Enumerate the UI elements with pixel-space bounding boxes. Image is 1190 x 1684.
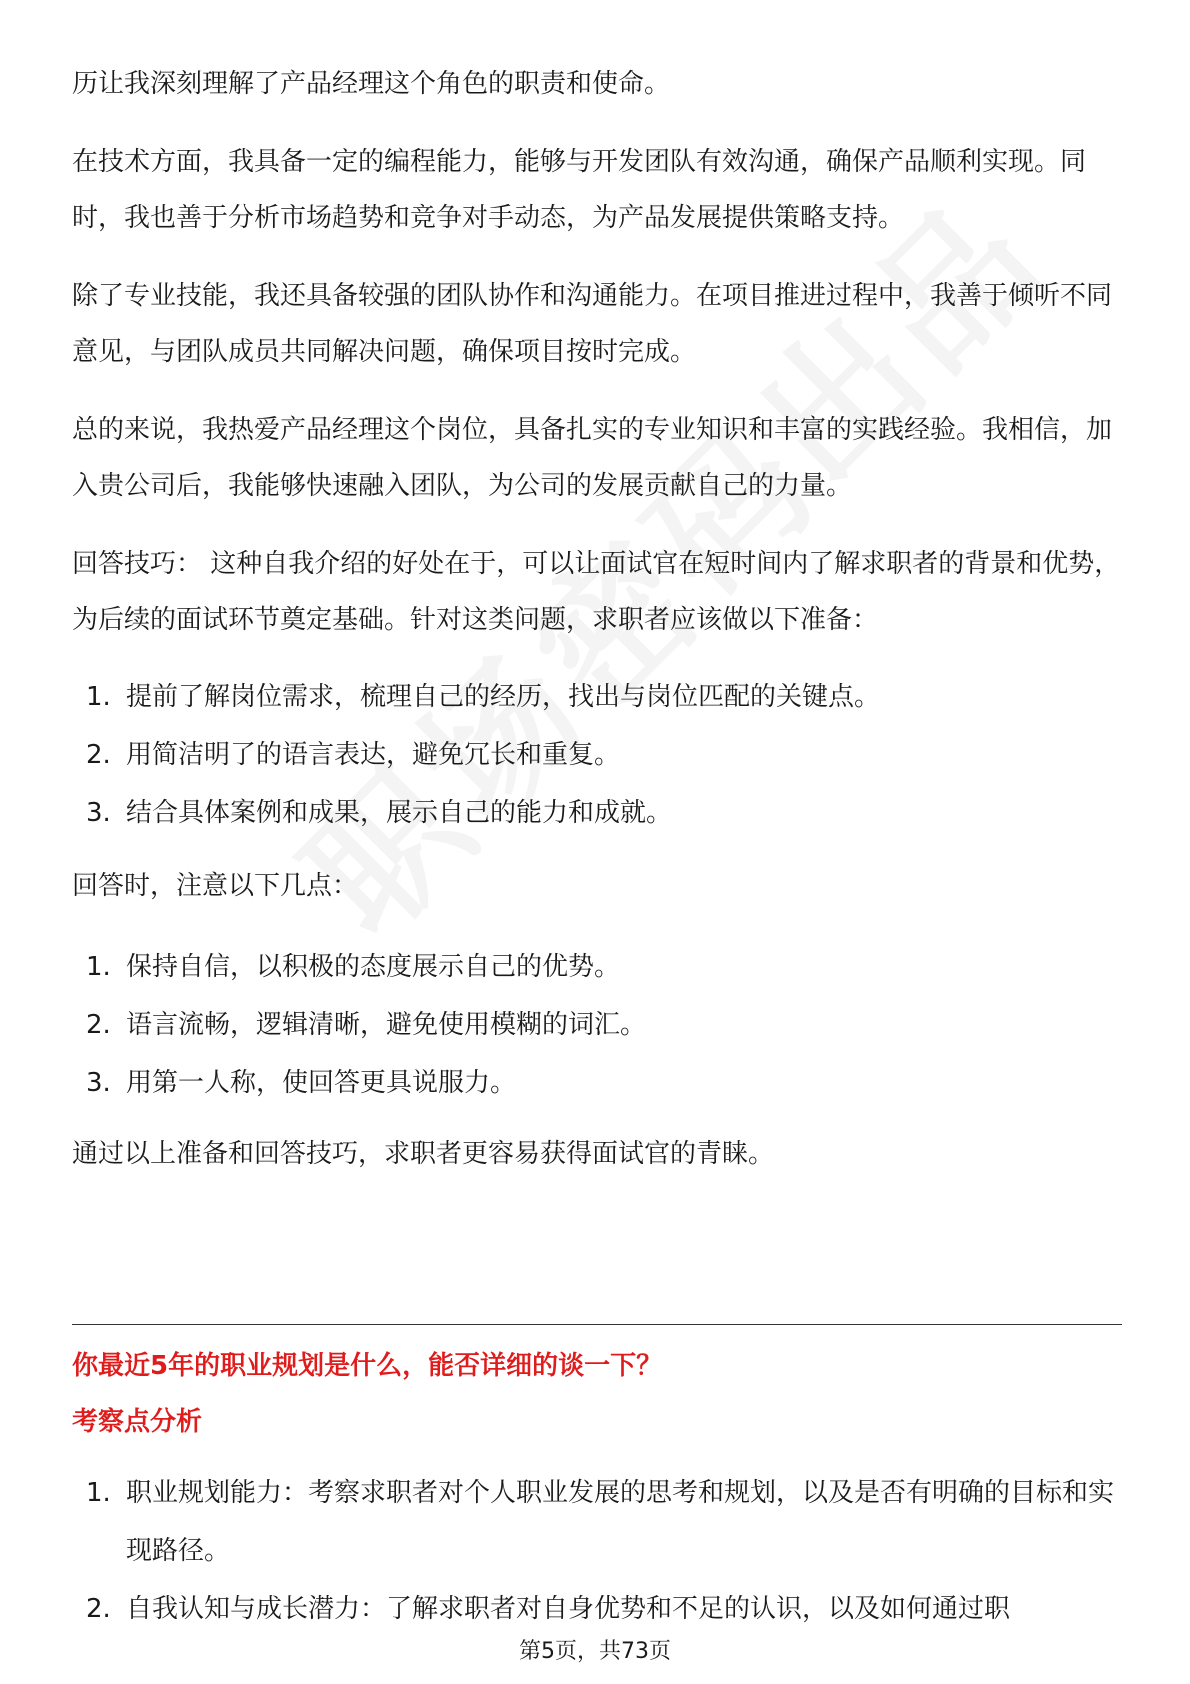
list-item: 2. 自我认知与成长潜力：了解求职者对自身优势和不足的认识，以及如何通过职 [86,1594,1011,1624]
question-heading: 你最近5年的职业规划是什么，能否详细的谈一下？ [72,1351,663,1381]
list-item: 1. 提前了解岗位需求，梳理自己的经历，找出与岗位匹配的关键点。 [86,682,881,712]
page-footer: 第5页，共73页 [519,1639,671,1664]
list-item: 2. 用简洁明了的语言表达，避免冗长和重复。 [86,740,621,770]
analysis-list [72,1464,1122,1638]
paragraph: 除了专业技能，我还具备较强的团队协作和沟通能力。在项目推进过程中，我善于倾听不同意见，与团队成员共同解决问题，确保项目按时完成。 [72,281,1113,367]
list-item: 1. 职业规划能力：考察求职者对个人职业发展的思考和规划，以及是否有明确的目标和实现路径。 [86,1478,1115,1566]
paragraph: 在技术方面，我具备一定的编程能力，能够与开发团队有效沟通，确保产品顺利实现。同时，我也善于分析市场趋势和竞争对手动态，为产品发展提供策略支持。 [72,147,1087,233]
paragraph: 历让我深刻理解了产品经理这个角色的职责和使命。 [72,69,671,99]
preparation-list [72,668,1122,842]
list-item: 3. 用第一人称，使回答更具说服力。 [86,1068,517,1098]
section-divider [72,1324,1122,1325]
list-item: 3. 结合具体案例和成果，展示自己的能力和成就。 [86,798,673,828]
analysis-heading: 考察点分析 [72,1407,203,1437]
paragraph: 通过以上准备和回答技巧，求职者更容易获得面试官的青睐。 [72,1139,775,1169]
paragraph: 回答时，注意以下几点： [72,871,359,901]
paragraph: 回答技巧： 这种自我介绍的好处在于，可以让面试官在短时间内了解求职者的背景和优势，为后续的面试环节奠定基础。针对这类问题，求职者应该做以下准备： [72,549,1121,635]
answer-tips-list [72,938,1122,1112]
list-item: 2. 语言流畅，逻辑清晰，避免使用模糊的词汇。 [86,1010,647,1040]
paragraph: 总的来说，我热爱产品经理这个岗位，具备扎实的专业知识和丰富的实践经验。我相信，加入贵公司后，我能够快速融入团队，为公司的发展贡献自己的力量。 [72,415,1113,501]
list-item: 1. 保持自信，以积极的态度展示自己的优势。 [86,952,621,982]
